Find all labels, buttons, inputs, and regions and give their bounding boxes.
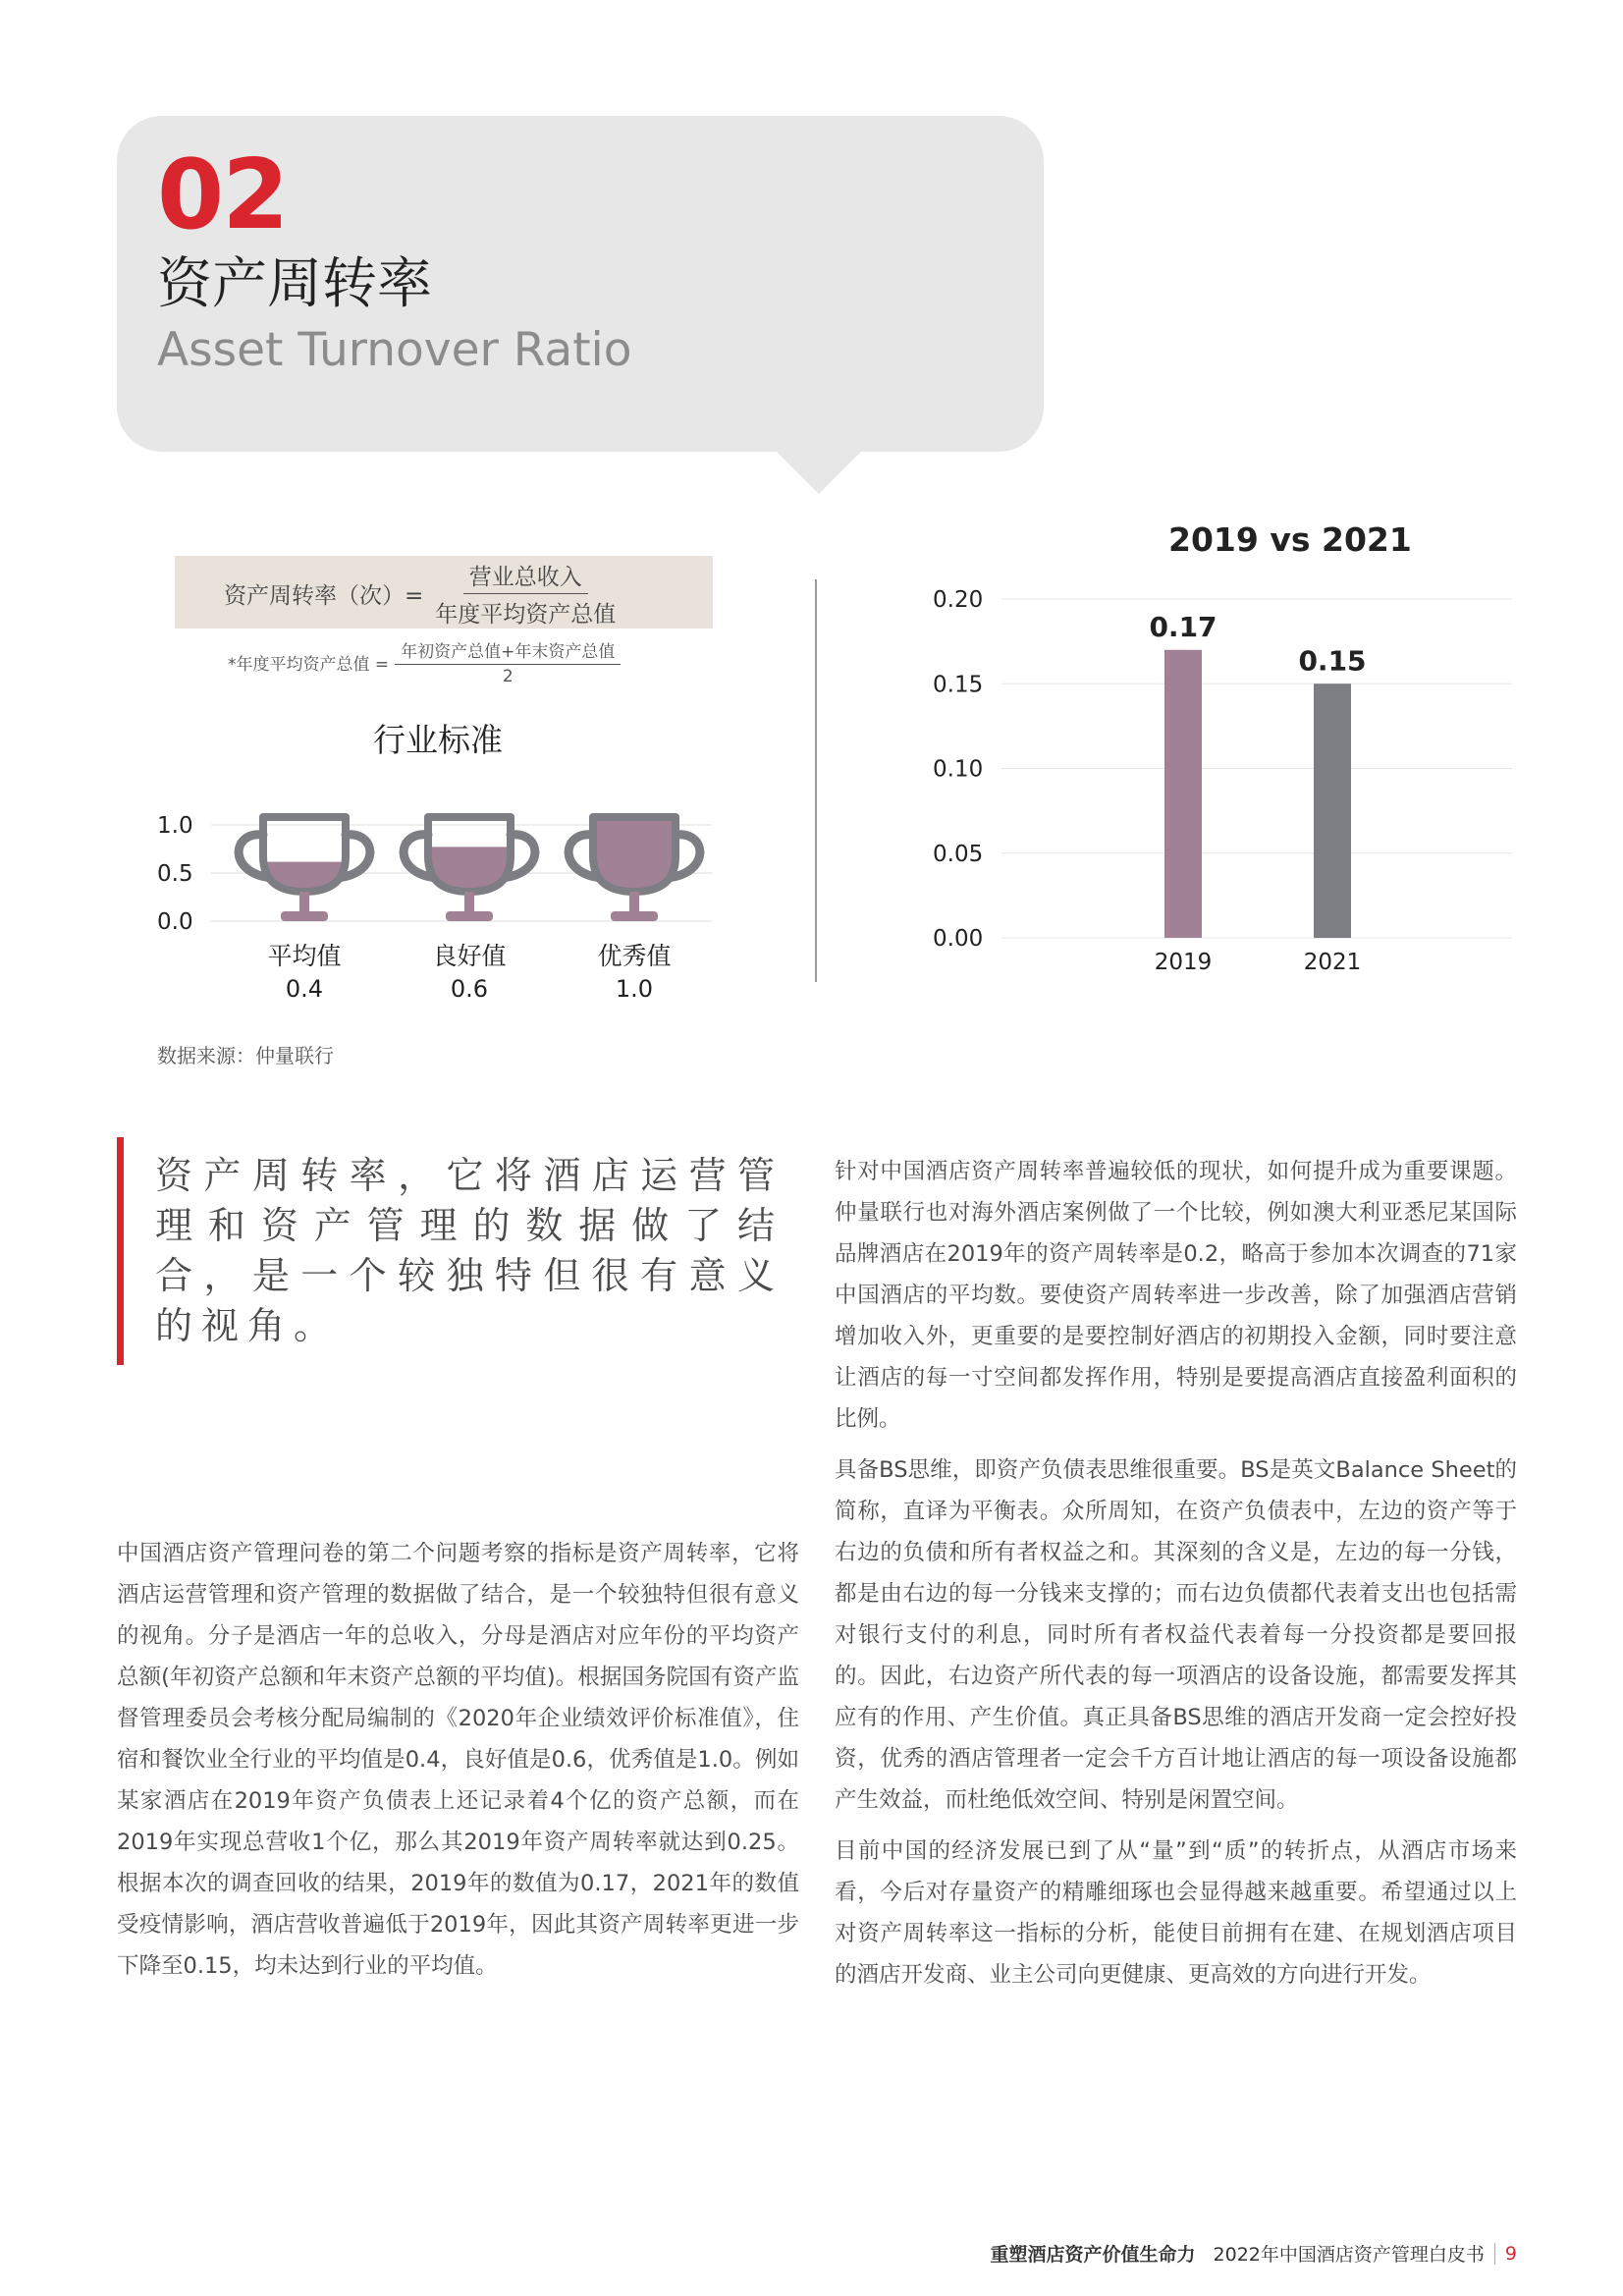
formula-note-numerator: 年初资产总值+年末资产总值: [395, 637, 621, 665]
formula: [224, 560, 622, 627]
right-paragraph-2: 具备BS思维，即资产负债表思维很重要。BS是英文Balance Sheet的简称，直译为平衡表。众所周知，在资产负债表中，左边的资产等于右边的负债和所有者权益之和。其深刻的含义是，左边的每一分钱，都是由右边的每一分钱来支撑的；而右边负债都代表着支出也包括需对银行支付的利息，同时所有者权益代表着每一分投资都是要回报的。因此，右边资产所代表的每一项酒店的设备设施，都需要发挥其应有的作用、产生价值。真正具备BS思维的酒店开发商一定会控好投资，优秀的酒店管理者一定会千方百计地让酒店的每一项设备设施都产生效益，而杜绝低效空间、特别是闲置空间。: [835, 1457, 1517, 1813]
right-column: [835, 1151, 1517, 2005]
trophy-stem: [299, 892, 309, 911]
bar-2021: [1314, 683, 1351, 938]
comparison-chart-title: 2019 vs 2021: [1168, 520, 1412, 559]
trophy-value-label: 1.0: [615, 975, 654, 1003]
trophy-value-label: 0.4: [285, 975, 324, 1003]
pull-quote: 资产周转率，它将酒店运营管理和资产管理的数据做了结合，是一个较独特但很有意义的视角。: [155, 1154, 784, 1347]
section-title-cn: 资产周转率: [157, 252, 432, 316]
bar-category-label: 2021: [1303, 950, 1362, 975]
trophy-y-tick: 0.0: [157, 909, 193, 935]
right-paragraph-1: 针对中国酒店资产周转率普遍较低的现状，如何提升成为重要课题。仲量联行也对海外酒店案例做了一个比较，例如澳大利亚悉尼某国际品牌酒店在2019年的资产周转率是0.2，略高于参加本次调查的71家中国酒店的平均数。要使资产周转率进一步改善，除了加强酒店营销增加收入外，更重要的是要控制好酒店的初期投入金额，同时要注意让酒店的每一寸空间都发挥作用，特别是要提高酒店直接盈利面积的比例。: [835, 1159, 1517, 1432]
footer-divider: [1494, 2243, 1495, 2265]
trophy-2: [404, 817, 535, 921]
trophy-y-tick: 0.5: [157, 861, 193, 887]
trophy-y-tick: 1.0: [157, 813, 193, 839]
formula-numerator: 营业总收入: [463, 559, 588, 594]
page-number: 9: [1504, 2242, 1517, 2265]
data-source: 数据来源：仲量联行: [157, 1044, 334, 1067]
page-footer: [991, 2240, 1517, 2267]
trophy-base: [446, 911, 493, 921]
trophy-stem: [629, 892, 639, 911]
trophy-category-label: 优秀值: [597, 942, 672, 970]
formula-lhs: 资产周转率（次）=: [224, 582, 424, 609]
bar-value-label: 0.15: [1298, 644, 1367, 678]
right-paragraph-3: 目前中国的经济发展已到了从“量”到“质”的转折点，从酒店市场来看，今后对存量资产的精雕细琢也会显得越来越重要。希望通过以上对资产周转率这一指标的分析，能使目前拥有在建、在规划酒店项目的酒店开发商、业主公司向更健康、更高效的方向进行开发。: [835, 1838, 1517, 1988]
trophy-category-label: 良好值: [432, 942, 507, 970]
bar-y-tick: 0.00: [933, 926, 984, 952]
section-number: 02: [157, 139, 288, 251]
bar-value-label: 0.17: [1149, 610, 1217, 643]
formula-fraction: [429, 559, 622, 629]
formula-note-denominator: 2: [502, 667, 514, 686]
footer-tagline: 重塑酒店资产价值生命力: [990, 2244, 1196, 2266]
trophy-category-label: 平均值: [267, 942, 342, 970]
section-title-en: Asset Turnover Ratio: [157, 323, 632, 377]
bar-2019: [1164, 650, 1202, 938]
trophy-base: [611, 911, 658, 921]
trophy-base: [281, 911, 328, 921]
chart-divider: [815, 579, 817, 982]
formula-note: [228, 636, 621, 687]
trophy-stem: [464, 892, 474, 911]
trophy-value-label: 0.6: [450, 975, 489, 1003]
quote-accent-bar: [117, 1137, 124, 1365]
trophy-1: [239, 817, 370, 921]
industry-standard-title: 行业标准: [373, 721, 503, 759]
bar-y-tick: 0.05: [933, 841, 984, 867]
footer-report-title: 2022年中国酒店资产管理白皮书: [1213, 2244, 1485, 2266]
industry-standard-chart: [157, 786, 727, 1021]
comparison-bar-chart: [923, 574, 1532, 997]
trophy-3: [568, 817, 700, 921]
formula-note-fraction: [395, 637, 621, 686]
header-bubble-tail: [776, 451, 862, 494]
bar-y-tick: 0.15: [933, 672, 984, 698]
bar-category-label: 2019: [1154, 950, 1213, 975]
bar-y-tick: 0.10: [933, 756, 984, 783]
formula-note-lhs: *年度平均资产总值 =: [228, 654, 390, 675]
left-column-paragraph: 中国酒店资产管理问卷的第二个问题考察的指标是资产周转率，它将酒店运营管理和资产管理的数据做了结合，是一个较独特但很有意义的视角。分子是酒店一年的总收入，分母是酒店对应年份的平均资产总额(年初资产总额和年末资产总额的平均值)。根据国务院国有资产监督管理委员会考核分配局编制的《2020年企业绩效评价标准值》，住宿和餐饮业全行业的平均值是0.4，良好值是0.6，优秀值是1.0。例如某家酒店在2019年资产负债表上还记录着4个亿的资产总额，而在2019年实现总营收1个亿，那么其2019年资产周转率就达到0.25。根据本次的调查回收的结果，2019年的数值为0.17，2021年的数值受疫情影响，酒店营收普遍低于2019年，因此其资产周转率更进一步下降至0.15，均未达到行业的平均值。: [117, 1541, 799, 1979]
formula-denominator: 年度平均资产总值: [435, 601, 617, 628]
bar-y-tick: 0.20: [933, 587, 984, 613]
